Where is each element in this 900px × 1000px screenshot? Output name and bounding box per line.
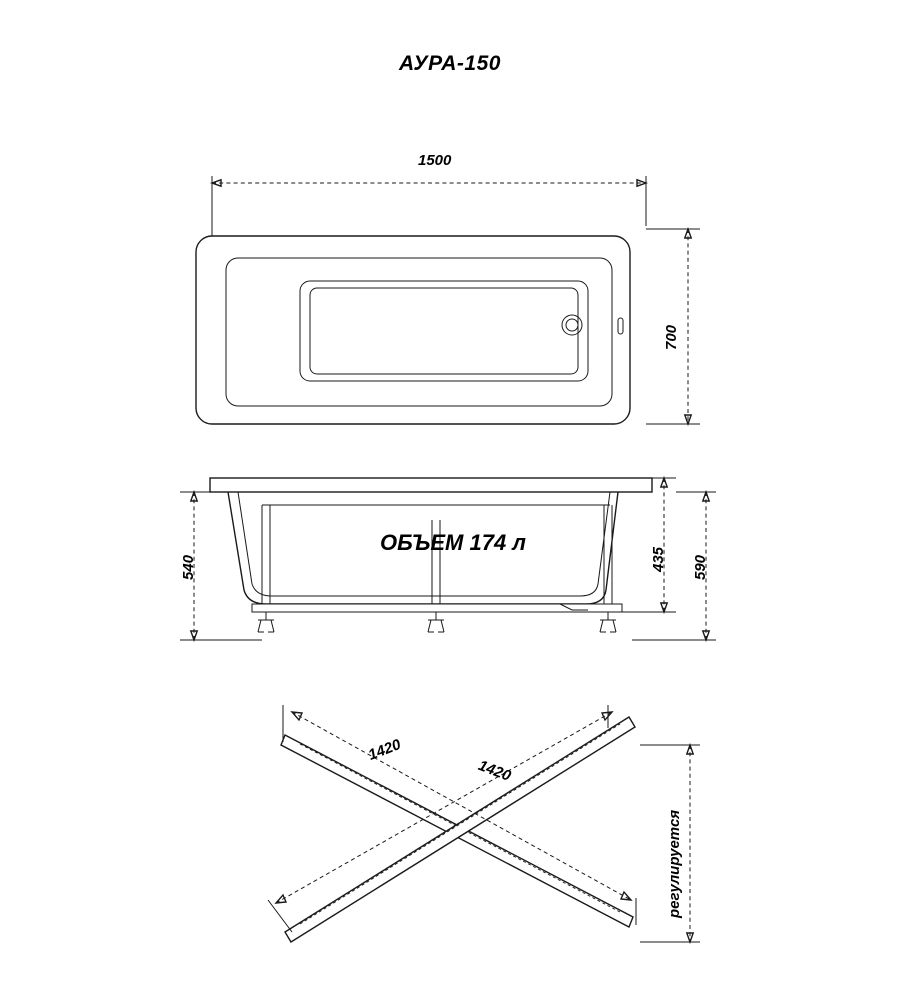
dimension-front-total-height: 590: [692, 554, 709, 580]
page-title: АУРА-150: [399, 52, 501, 75]
volume-label: ОБЪЕМ 174 л: [380, 530, 526, 555]
dimension-top-depth: 700: [663, 324, 680, 350]
dimension-frame-diagonal-b: 1420: [475, 757, 514, 785]
dimension-front-bowl-height: 435: [650, 546, 667, 572]
dimension-top-width: 1500: [418, 152, 452, 169]
dimension-front-frame-height: 540: [180, 554, 197, 580]
dimension-frame-adjustable: регулируется: [666, 809, 683, 918]
dimension-frame-diagonal-a: 1420: [366, 736, 404, 764]
